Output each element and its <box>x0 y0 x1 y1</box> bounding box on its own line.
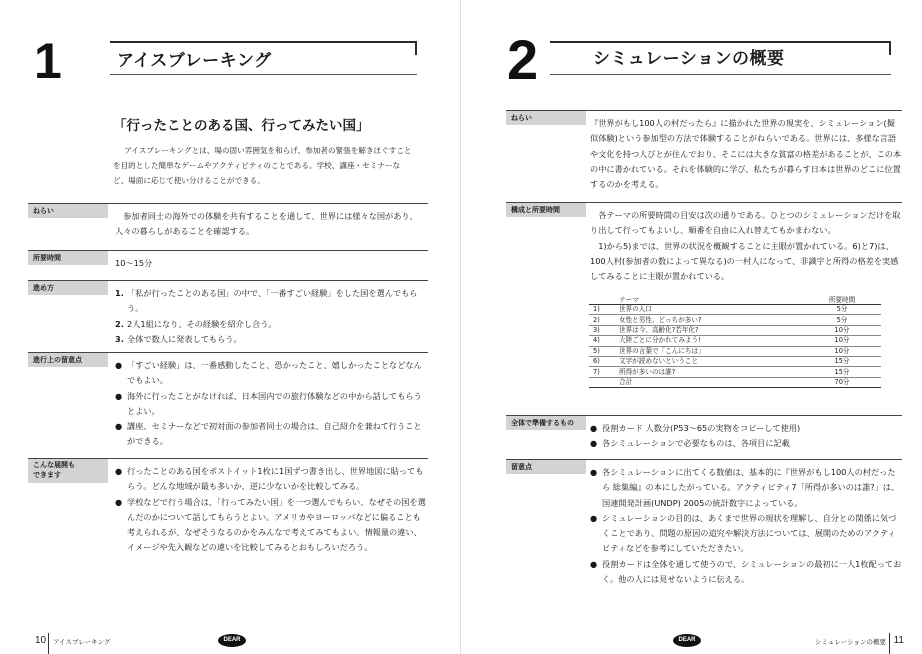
list-text: 各シミュレーションで必要なものは、各項目に記載 <box>602 438 790 449</box>
section-body <box>115 464 428 556</box>
dear-logo: DEAR <box>673 634 701 647</box>
chapter-title: アイスブレーキング <box>117 51 272 71</box>
page-footer <box>0 624 461 654</box>
list-text: 役割カード 人数分(P53～65の実物をコピーして使用) <box>602 423 801 433</box>
bullet-icon: ● <box>590 512 598 523</box>
title-rule-tick <box>889 41 891 55</box>
table-header <box>589 294 615 305</box>
list-item <box>590 465 902 511</box>
title-rule <box>110 41 417 43</box>
section-label: 進め方 <box>28 281 108 295</box>
section-variations <box>28 458 428 579</box>
table-row <box>589 346 881 356</box>
table-cell: 所得が多いのは誰? <box>615 367 803 377</box>
list-text: 行ったことのある国をポストイット1枚に1国ずつ書き出し、世界地図に貼ってもらう。どんな地域が最も多いか、逆に少ないかを比較してみる。 <box>127 466 424 492</box>
list-text: 2人1組になり、その経験を紹介し合う。 <box>127 318 277 329</box>
section-notes <box>28 352 428 453</box>
table-cell: 世界の言葉で「こんにちは」 <box>615 346 803 356</box>
table-cell: 10分 <box>803 325 881 335</box>
aim-text: 『世界がもし100人の村だったら』に描かれた世界の現実を、シミュレーション(擬似体験)という参加型の方法で体験することがねらいである。世界には、多様な言語や文化を持つ人びとが住んでおり、そこには大きな貧富の格差があることが、この本の中に書かれている。それを体験的に学び、私たちが暮らす日本は世界のどこに位置するのかを考える。 <box>590 118 902 190</box>
table-row <box>589 336 881 346</box>
section-label: ねらい <box>506 111 586 125</box>
table-header-row <box>589 294 881 305</box>
list-item <box>115 389 428 420</box>
section-body <box>115 256 428 271</box>
section-time <box>28 250 428 279</box>
list-item <box>115 419 428 450</box>
list-text: 各シミュレーションに出てくる数値は、基本的に『世界がもし100人の村だったら 総集編』の本にしたがっている。アクティビティ7「所得が多いのは誰?」は、国連開発計画(UNDP) 2005の統計数字によっている。 <box>602 467 900 508</box>
intro-paragraph: アイスブレーキングとは、場の固い雰囲気を和らげ、参加者の緊張を解きほぐすことを目的とした簡単なゲームやアクティビティのことである。学校、講座・セミナーなど、場面に応じて使い分けることができる。 <box>113 146 412 185</box>
list-marker: 2. <box>115 318 124 329</box>
list-item <box>115 332 428 347</box>
table-cell: 世界の人口 <box>615 305 803 315</box>
theme-table <box>589 294 881 388</box>
table-row <box>589 356 881 366</box>
table-cell: 大陸ごとに分かれてみよう! <box>615 336 803 346</box>
page-number: 10 <box>35 635 47 646</box>
section-aim <box>28 203 428 252</box>
intro-text <box>113 143 413 188</box>
list-text: 講座、セミナーなどで初対面の参加者同士の場合は、自己紹介を兼ねて行うことができる。 <box>127 421 422 447</box>
section-notes <box>506 459 902 595</box>
page-number: 11 <box>893 635 904 646</box>
page-footer <box>461 624 922 654</box>
table-cell: 7) <box>589 367 615 377</box>
bullet-icon: ● <box>115 421 123 432</box>
table-cell: 女性と男性、どっちが多い? <box>615 315 803 325</box>
table-cell: 5分 <box>803 305 881 315</box>
list-item <box>115 464 428 495</box>
table-cell <box>589 377 615 387</box>
list-text: 全体で数人に発表してもらう。 <box>127 333 242 344</box>
section-aim <box>506 110 902 199</box>
table-cell: 文字が読めないということ <box>615 356 803 366</box>
steps-list <box>115 286 428 347</box>
aim-text: 参加者同士の海外での体験を共有することを通して、世界には様々な国があり、人々の暮らしがあることを確認する。 <box>115 211 418 237</box>
bullet-icon: ● <box>590 438 598 449</box>
bullet-icon: ● <box>590 467 598 477</box>
bullet-icon: ● <box>590 423 598 433</box>
title-underline <box>550 74 891 75</box>
label-line: こんな展開も <box>33 461 75 469</box>
table-row <box>589 367 881 377</box>
bullet-icon: ● <box>115 466 123 476</box>
list-item <box>590 557 902 588</box>
footer-divider <box>48 633 49 654</box>
notes-list <box>590 465 902 587</box>
table-cell: 5) <box>589 346 615 356</box>
chapter-title: シミュレーションの概要 <box>593 49 785 69</box>
bullet-icon: ● <box>115 360 123 370</box>
list-item <box>115 317 428 332</box>
table-cell: 6) <box>589 356 615 366</box>
title-rule <box>550 41 891 43</box>
activity-title: 「行ったことのある国、行ってみたい国」 <box>113 118 370 134</box>
table-cell: 15分 <box>803 356 881 366</box>
title-underline <box>110 74 417 75</box>
bullet-icon: ● <box>115 390 123 401</box>
bullet-icon: ● <box>115 496 123 507</box>
section-prep <box>506 415 902 454</box>
footer-divider <box>889 633 890 654</box>
time-text: 10～15分 <box>115 258 153 268</box>
section-label <box>28 459 108 483</box>
chapter-number: 1 <box>34 33 62 89</box>
dear-logo: DEAR <box>218 634 246 647</box>
structure-paragraph: 各テーマの所要時間の目安は次の通りである。ひとつのシミュレーションだけを取り出して行ってもよいし、順番を自由に入れ替えてもかまわない。 <box>590 210 901 236</box>
list-text: 海外に行ったことがなければ、日本国内での旅行体験などの中から話してもらうとよい。 <box>127 390 422 416</box>
table-cell: 1) <box>589 305 615 315</box>
bullet-icon: ● <box>590 558 598 569</box>
label-line: できます <box>33 470 61 479</box>
list-text: 学校などで行う場合は、「行ってみたい国」を一つ選んでもらい、なぜその国を選んだのかについて話してもらうとよい。アメリカやヨーロッパなどに偏ることも考えられるが、なぜそうなるのかをみんなで考えてみてもよい。情報量の違い、イメージや先入観などの違いを比較してみるとおもしろいだろう。 <box>127 496 426 553</box>
list-marker: 1. <box>115 288 124 298</box>
section-steps <box>28 280 428 351</box>
title-rule-tick <box>415 41 417 55</box>
table-cell: 4) <box>589 336 615 346</box>
table-total-row <box>589 377 881 387</box>
list-marker: 3. <box>115 333 124 344</box>
structure-paragraph: 1)から5)までは、世界の状況を概観することに主眼が置かれている。6)と7)は、100人村(参加者の数によって異なる)の一村人になって、非識字と所得の格差を実感してみることに主眼が置かれている。 <box>590 240 899 282</box>
running-title: アイスブレーキング <box>53 638 111 646</box>
section-label: 構成と所要時間 <box>506 203 586 217</box>
table-cell: 世界は今、高齢化?若年化? <box>615 325 803 335</box>
section-body <box>590 208 902 284</box>
table-header: テーマ <box>615 294 803 305</box>
table-cell: 15分 <box>803 367 881 377</box>
list-item <box>115 358 428 389</box>
notes-list <box>115 358 428 450</box>
section-body <box>115 209 428 240</box>
table-cell: 10分 <box>803 346 881 356</box>
section-label: ねらい <box>28 204 108 218</box>
table-cell: 合計 <box>615 377 803 387</box>
table-cell: 5分 <box>803 315 881 325</box>
table-header: 所要時間 <box>803 294 881 305</box>
list-item <box>115 286 428 317</box>
section-body <box>115 358 428 450</box>
section-label: 全体で準備するもの <box>506 416 586 430</box>
right-page <box>461 0 922 654</box>
list-item <box>115 495 428 556</box>
section-body <box>590 421 902 452</box>
list-item <box>590 511 902 557</box>
section-label: 所要時間 <box>28 251 108 265</box>
table-cell: 2) <box>589 315 615 325</box>
list-text: 「私が行ったことのある国」の中で、「一番すごい経験」をした国を選んでもらう。 <box>127 288 418 314</box>
table-cell: 3) <box>589 325 615 335</box>
section-body <box>590 116 902 192</box>
table-cell: 10分 <box>803 336 881 346</box>
table-row <box>589 305 881 315</box>
section-label: 進行上の留意点 <box>28 353 108 367</box>
table-row <box>589 325 881 335</box>
section-body <box>115 286 428 347</box>
running-title: シミュレーションの概要 <box>814 638 886 646</box>
list-text: 役割カードは全体を通して使うので、シミュレーションの最初に一人1枚配っておく。他の人には見せないように伝える。 <box>602 558 902 585</box>
list-text: 「すごい経験」は、一番感動したこと、恐かったこと、嬉しかったことなどなんでもよい。 <box>127 360 422 386</box>
table-row <box>589 315 881 325</box>
variations-list <box>115 464 428 556</box>
prep-list <box>590 421 902 452</box>
chapter-number: 2 <box>507 28 539 91</box>
table-cell: 70分 <box>803 377 881 387</box>
list-text: シミュレーションの目的は、あくまで世界の現状を理解し、自分との関係に気づくことであり、問題の原因の追究や解決方法については、展開のためのアクティビティなどを参考にしていただきたい。 <box>602 512 897 554</box>
section-label: 留意点 <box>506 460 586 474</box>
list-item <box>590 436 902 451</box>
section-body <box>590 465 902 587</box>
list-item <box>590 421 902 436</box>
